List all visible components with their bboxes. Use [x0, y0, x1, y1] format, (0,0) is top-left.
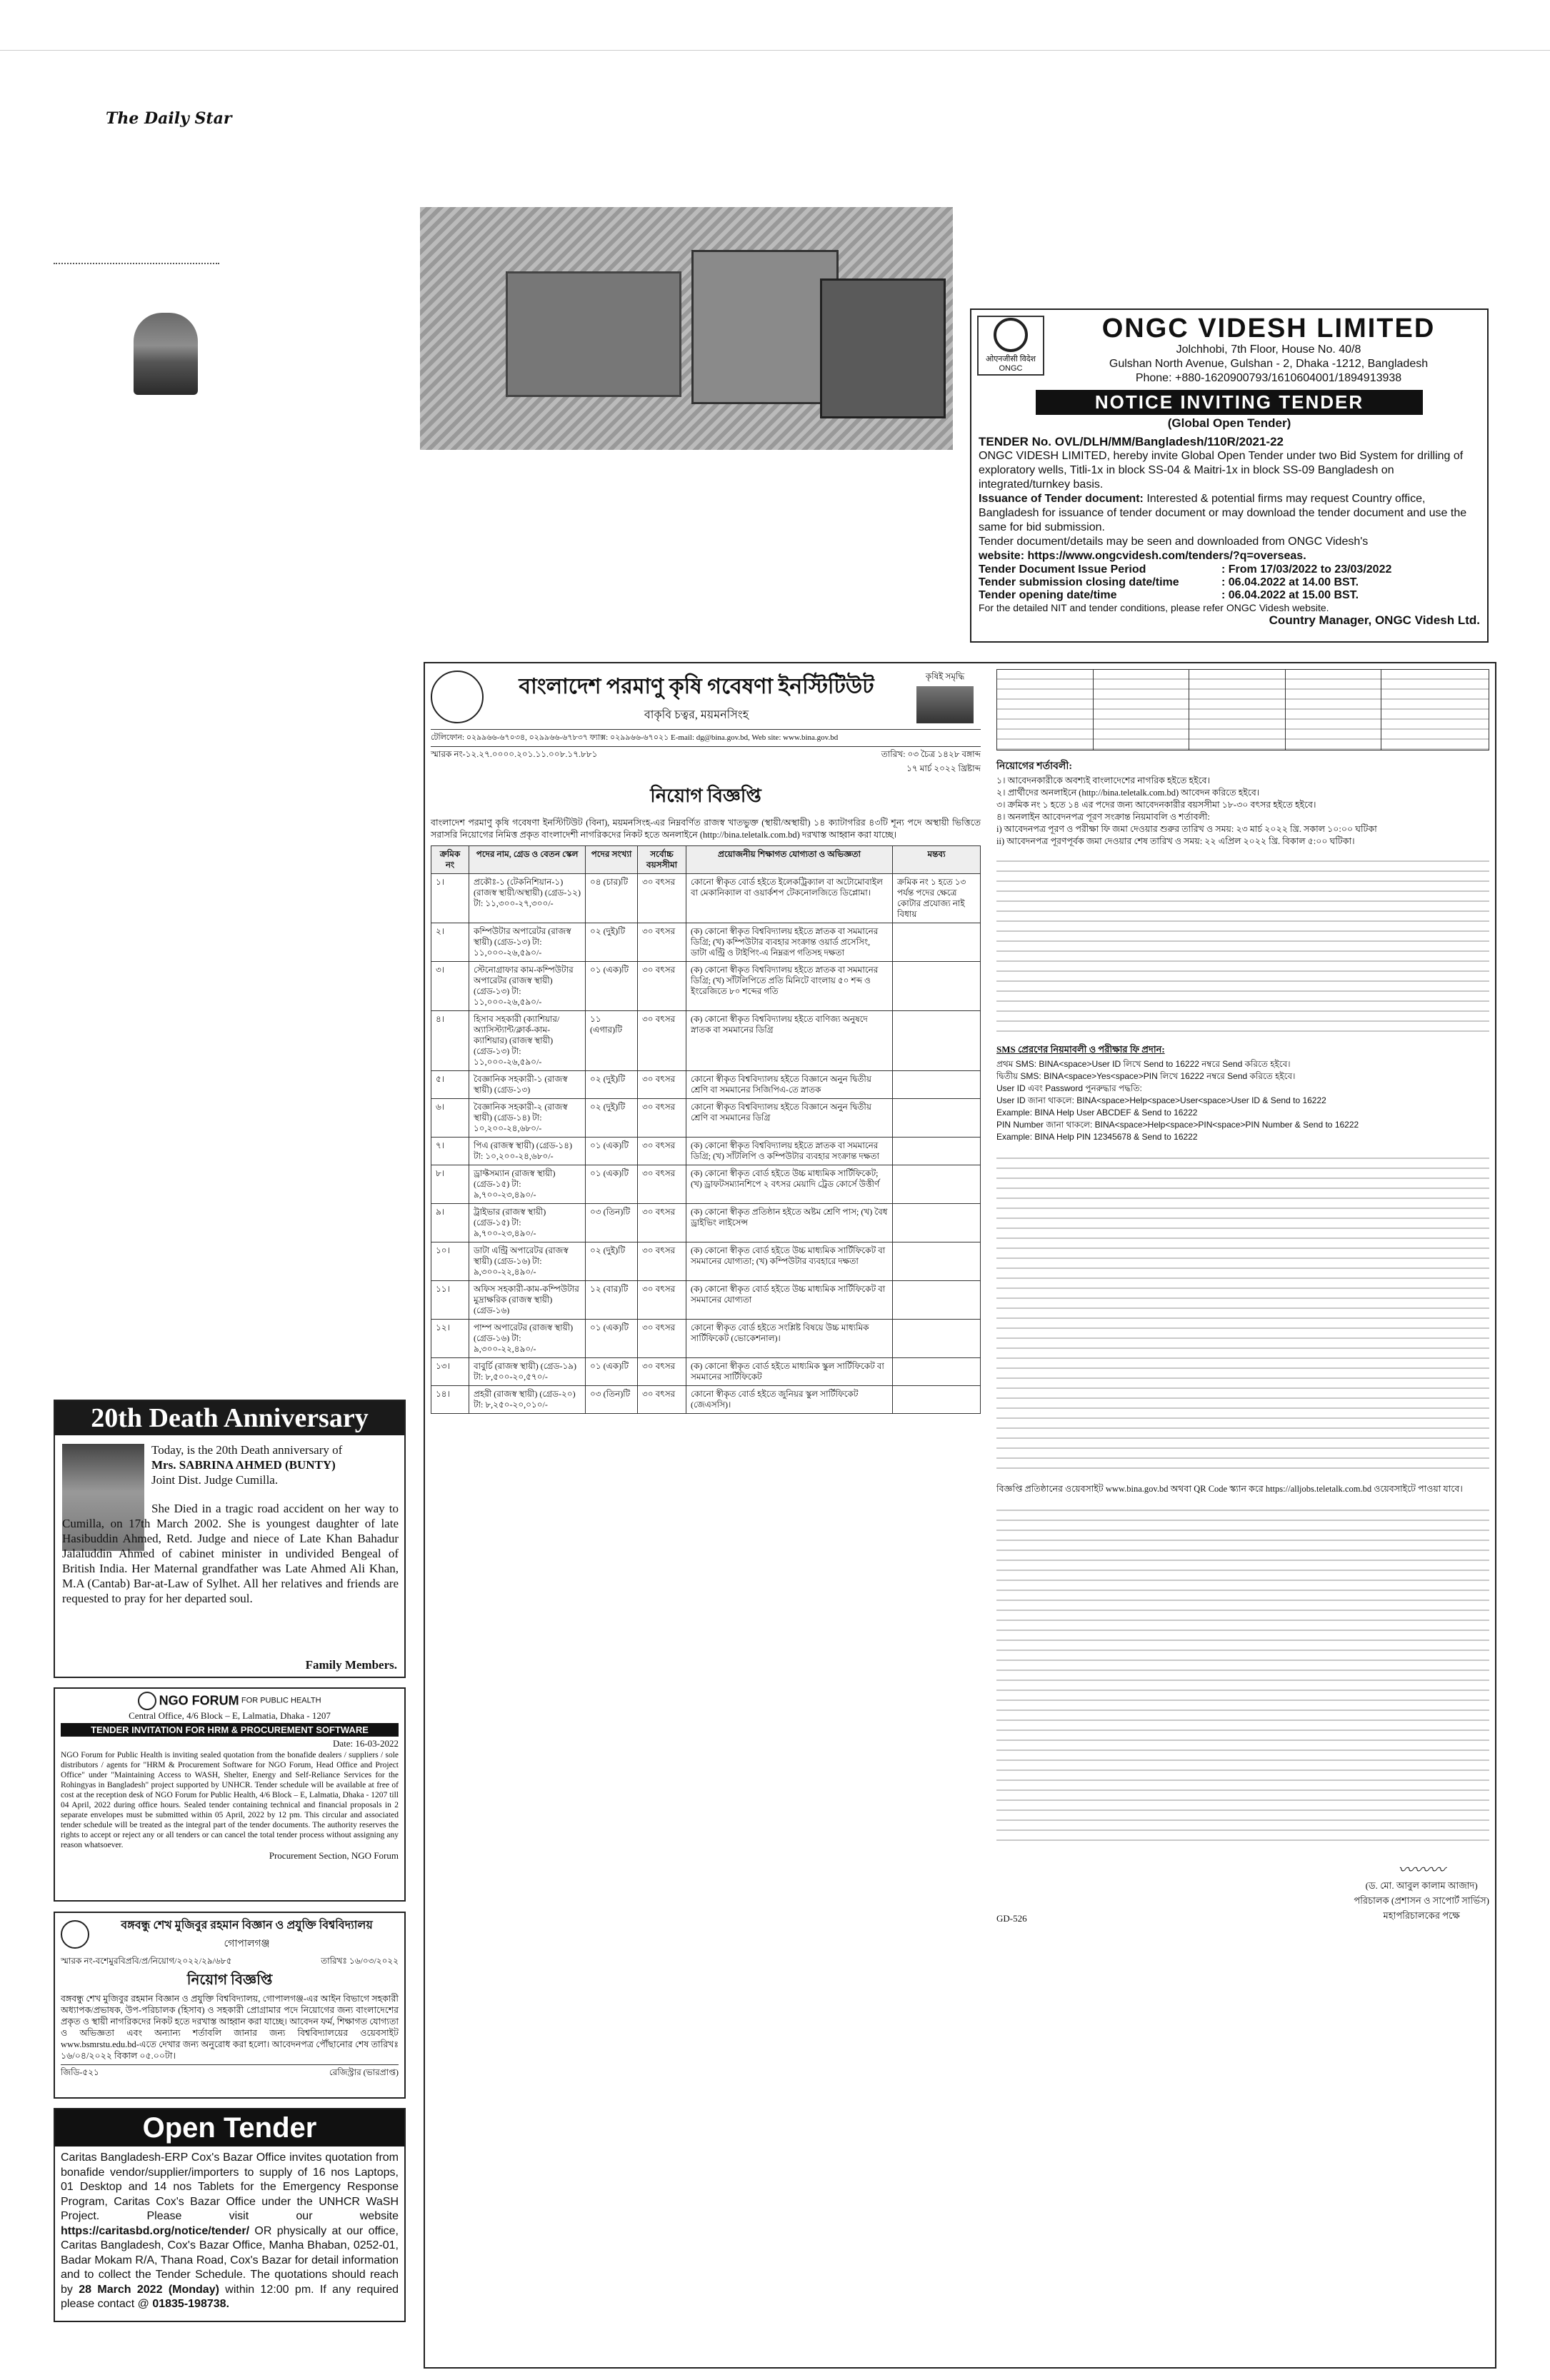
open-tender-notice [54, 2108, 406, 2322]
bsmrstu-logo-icon [61, 1920, 89, 1949]
bina-post-name: পাম্প অপারেটর (রাজস্ব স্থায়ী) (গ্রেড-১৬) টা: ৯,৩০০-২২,৪৯০/- [469, 1320, 586, 1358]
ongc-footnote: For the detailed NIT and tender conditions, please refer ONGC Videsh website. [979, 602, 1329, 613]
bina-post-row [431, 1281, 981, 1320]
bina-post-sl: ১২। [431, 1320, 469, 1358]
bina-post-count: ০৪ (চার)টি [586, 874, 638, 923]
bina-post-age: ৩০ বৎসর [638, 1099, 686, 1138]
ongc-row-label: Tender submission closing date/time [979, 576, 1179, 588]
bina-sign-title: পরিচালক (প্রশাসন ও সাপোর্ট সার্ভিস) [1354, 1895, 1489, 1906]
bsmrstu-memo: স্মারক নং-বশেমুরবিপ্রবি/প্র/নিয়োগ/২০২২/২৯/৬৮৫ [61, 1956, 232, 1966]
bina-post-name: ড্রাফ্টসম্যান (রাজস্ব স্থায়ী) (গ্রেড-১৫) টা: ৯,৭০০-২৩,৪৯০/- [469, 1165, 586, 1204]
bina-post-note [893, 1165, 981, 1204]
bina-post-name: অফিস সহকারী-কাম-কম্পিউটার মুদ্রাক্ষরিক (রাজস্ব স্থায়ী) (গ্রেড-১৬) [469, 1281, 586, 1320]
bsmrstu-body: বঙ্গবন্ধু শেখ মুজিবুর রহমান বিজ্ঞান ও প্রযুক্তি বিশ্ববিদ্যালয়, গোপালগঞ্জ-এর আইন বিভাগে সহকারী অধ্যাপক/প্রভাষক, উপ-পরিচালক (হিসাব) ও সহকারী প্রোগ্রামার পদে নিয়োগের জন্য বাংলাদেশের প্রকৃত ও স্থায়ী নাগরিকদের নিকট হতে দরখাস্ত আহ্বান করা যাচ্ছে। আবেদন ফর্ম, শিক্ষাগত যোগ্যতা ও অভিজ্ঞতা এবং অন্যান্য শর্তাবলি জানার জন্য বিশ্ববিদ্যালয়ের ওয়েবসাইট www.bsmrstu.edu.bd-এতে দেখার জন্য অনুরোধ করা হলো। আবেদনপত্র পৌঁছানোর শেষ তারিখঃ ১৬/০৪/২০২২ বিকাল ০৫.০০টা। [61, 1994, 399, 2061]
bina-post-age: ৩০ বৎসর [638, 1281, 686, 1320]
bina-post-sl: ৮। [431, 1165, 469, 1204]
bina-term-item: ৩। ক্রমিক নং ১ হতে ১৪ এর পদের জন্য আবেদনকারীর বয়সসীমা ১৮-৩০ বৎসর হইতে হইবে। [996, 800, 1316, 810]
bina-post-age: ৩০ বৎসর [638, 1138, 686, 1165]
bina-post-note [893, 1071, 981, 1099]
bina-post-age: ৩০ বৎসর [638, 1242, 686, 1281]
bina-post-count: ০১ (এক)টি [586, 1165, 638, 1204]
bina-post-qual: (ক) কোনো স্বীকৃত বিশ্ববিদ্যালয় হইতে স্নাতক বা সমমানের ডিগ্রি; (খ) কম্পিউটার ব্যবহার সংক্রান্ত ওয়ার্ড প্রসেসিং, ডাটা এন্ট্রি ও টাইপিং-এ নিম্নরূপ গতিসহ দক্ষতা [686, 923, 893, 962]
ongc-row [979, 576, 1391, 589]
bina-post-count: ০৩ (তিন)টি [586, 1386, 638, 1414]
bina-heading: নিয়োগ বিজ্ঞপ্তি [650, 785, 761, 806]
ongc-row-label: Tender opening date/time [979, 589, 1117, 601]
bina-motto: কৃষিই সমৃদ্ধি [925, 671, 965, 681]
bina-post-row [431, 1099, 981, 1138]
bina-post-name: ট্রাইভার (রাজস্ব স্থায়ী) (গ্রেড-১৫) টা: ৯,৭০০-২৩,৪৯০/- [469, 1204, 586, 1242]
bina-post-sl: ৭। [431, 1138, 469, 1165]
bina-sms-heading: SMS প্রেরণের নিয়মাবলী ও পরীক্ষার ফি প্রদান: [996, 1044, 1165, 1055]
bina-address: বাকৃবি চত্বর, ময়মনসিংহ [644, 709, 749, 721]
ongc-subtitle: (Global Open Tender) [1167, 416, 1291, 430]
anniversary-body: She Died in a tragic road accident on her way to Cumilla, on 17th March 2002. She is youngest daughter of late Hasibuddin Ahmed, Retd. Judge and niece of Late Khan Bahadur Jalaluddin Ahmed of cabinet minister in undivided Bengeal of British India. Her Maternal grandfather was Late Ahmed Ali Khan, M.A (Cantab) Bar-at-Law of Sylhet. All her relatives and friends are requested to pray for her departed soul. [62, 1502, 399, 1605]
open-tender-url[interactable]: https://caritasbd.org/notice/tender/ [61, 2224, 250, 2237]
bina-post-age: ৩০ বৎসর [638, 1358, 686, 1386]
ongc-dates-table [979, 563, 1391, 602]
bina-post-row [431, 923, 981, 962]
ngo-logo-sub: FOR PUBLIC HEALTH [241, 1696, 321, 1705]
bina-post-count: ০১ (এক)টি [586, 962, 638, 1011]
bina-post-count: ১২ (বার)টি [586, 1281, 638, 1320]
open-tender-body-a: Caritas Bangladesh-ERP Cox's Bazar Office invites quotation from bonafide vendor/supplier/importers to supply of 16 nos Laptops, 01 Desktop and 14 nos Tablets for the Emergency Response Program, Caritas Cox's Bazar Office under the UNHCR WaSH Project. Please visit our website [61, 2151, 399, 2222]
bina-post-qual: কোনো স্বীকৃত বিশ্ববিদ্যালয় হইতে বিজ্ঞানে অনুন দ্বিতীয় শ্রেণি বা সমমানের ডিগ্রি [686, 1099, 893, 1138]
bina-term-item: ১। আবেদনকারীকে অবশ্যই বাংলাদেশের নাগরিক হইতে হইবে। [996, 775, 1211, 785]
bina-post-qual: কোনো স্বীকৃত বিশ্ববিদ্যালয় হইতে বিজ্ঞানে অনুন দ্বিতীয় শ্রেণি বা সমমানের সিজিপিএ-তে স্নাতক [686, 1071, 893, 1099]
bsmrstu-heading: নিয়োগ বিজ্ঞপ্তি [186, 1972, 273, 1988]
bina-table-header [431, 846, 981, 874]
bina-post-note [893, 1358, 981, 1386]
bina-date-en: ১৭ মার্চ ২০২২ খ্রিষ্টাব্দ [906, 763, 981, 773]
bina-post-note [893, 923, 981, 962]
bina-post-count: ০২ (দুই)টি [586, 1099, 638, 1138]
col-qualification: প্রয়োজনীয় শিক্ষাগত যোগ্যতা ও অভিজ্ঞতা [686, 846, 893, 874]
bina-date-label: তারিখ: [881, 749, 906, 759]
bina-intro: বাংলাদেশ পরমাণু কৃষি গবেষণা ইনস্টিটিউট (বিনা), ময়মনসিংহ-এর নিম্নবর্ণিত রাজস্ব খাতভুক্ত (স্থায়ী/অস্থায়ী) ১৪ ক্যাটাগরির ৪৩টি শূন্য পদে অস্থায়ী ভিত্তিতে সরাসরি নিয়োগের নিমিত্ত প্রকৃত বাংলাদেশী নাগরিকদের নিকট হতে অনলাইনে (http://bina.teletalk.com.bd) দরখাস্ত আহ্বান করা যাচ্ছে। [431, 818, 981, 840]
dotted-rule [54, 263, 219, 264]
ngo-logo-name: NGO FORUM [159, 1693, 239, 1708]
bina-post-name: বাবুর্চি (রাজস্ব স্থায়ী) (গ্রেড-১৯) টা: ৮,৫০০-২০,৫৭০/- [469, 1358, 586, 1386]
bina-post-age: ৩০ বৎসর [638, 1320, 686, 1358]
bina-post-qual: (ক) কোনো স্বীকৃত বোর্ড হইতে উচ্চ মাধ্যমিক সার্টিফিকেট বা সমমানের যোগ্যতা [686, 1281, 893, 1320]
bina-quota-cell [997, 670, 1094, 750]
bina-post-row [431, 874, 981, 923]
bina-post-note [893, 1281, 981, 1320]
bina-instructions-block [996, 1149, 1489, 1477]
ongc-title: ONGC VIDESH LIMITED [1101, 313, 1436, 343]
bina-post-note [893, 1011, 981, 1071]
bsmrstu-code: জিডি-৫২১ [61, 2067, 99, 2077]
bina-post-count: ০১ (এক)টি [586, 1320, 638, 1358]
ongc-issuance-label: Issuance of Tender document: [979, 493, 1144, 505]
bina-post-count: ০২ (দুই)টি [586, 1071, 638, 1099]
bina-post-qual: কোনো স্বীকৃত বোর্ড হইতে ইলেকট্রিক্যাল বা অটোমোবাইল বা মেকানিক্যাল বা ওয়ার্কশপ টেকনোলজিতে ডিপ্লোমা। [686, 874, 893, 923]
bina-post-row [431, 1138, 981, 1165]
locomotive-photo [420, 207, 953, 450]
open-tender-phone: 01835-198738. [152, 2298, 229, 2310]
open-tender-body-b: OR physically at our office, Caritas Bangladesh, Cox's Bazar Office, Manha Bhaban, 0252-01, Badar Mokam R/A, Thana Road, Cox's Bazar for detail information and to collect the Tender Schedule. The quotations should reach by [61, 2224, 399, 2296]
ongc-website-link[interactable]: website: https://www.ongcvidesh.com/tenders/?q=overseas. [979, 550, 1306, 562]
bina-post-note [893, 1204, 981, 1242]
ongc-row-value: : 06.04.2022 at 14.00 BST. [1221, 576, 1359, 588]
masthead-logo: The Daily Star [106, 109, 232, 128]
bina-sms-line: User ID জানা থাকলে: BINA<space>Help<space>User<space>User ID & Send to 16222 [996, 1095, 1326, 1105]
bina-post-count: ০১ (এক)টি [586, 1358, 638, 1386]
bina-post-row [431, 962, 981, 1011]
portrait-photo [134, 313, 198, 395]
bina-post-sl: ১। [431, 874, 469, 923]
bina-terms-heading: নিয়োগের শর্তাবলী: [996, 761, 1073, 772]
ongc-row-label: Tender Document Issue Period [979, 563, 1146, 576]
bina-post-age: ৩০ বৎসর [638, 962, 686, 1011]
open-tender-body-c: within 12:00 pm. If any required please contact @ [61, 2283, 399, 2310]
bina-post-name: পিএ (রাজস্ব স্থায়ী) (গ্রেড-১৪) টা: ১০,২০০-২৪,৬৮০/- [469, 1138, 586, 1165]
col-note: মন্তব্য [893, 846, 981, 874]
bina-post-qual: (ক) কোনো স্বীকৃত বিশ্ববিদ্যালয় হইতে বাণিজ্য অনুষদে স্নাতক বা সমমানের ডিগ্রি [686, 1011, 893, 1071]
ongc-tender-no: TENDER No. OVL/DLH/MM/Bangladesh/110R/2021-22 [979, 435, 1284, 448]
bina-post-sl: ৪। [431, 1011, 469, 1071]
anniversary-heading: 20th Death Anniversary [55, 1401, 404, 1435]
ongc-row [979, 563, 1391, 576]
bina-post-sl: ১১। [431, 1281, 469, 1320]
bina-post-qual: কোনো স্বীকৃত বোর্ড হইতে সংশ্লিষ্ট বিষয়ে উচ্চ মাধ্যমিক সার্টিফিকেট (ভোকেশনাল)। [686, 1320, 893, 1358]
ngo-address: Central Office, 4/6 Block – E, Lalmatia, Dhaka - 1207 [129, 1710, 331, 1721]
bina-post-sl: ১০। [431, 1242, 469, 1281]
bina-post-name: হিসাব সহকারী (ক্যাশিয়ার/অ্যাসিস্ট্যান্ট/ক্লার্ক-কাম-ক্যাশিয়ার) (রাজস্ব স্থায়ী) (গ্রেড-১৩) টা: ১১,০০০-২৬,৫৯০/- [469, 1011, 586, 1071]
bina-post-name: স্টেনোগ্রাফার কাম-কম্পিউটার অপারেটর (রাজস্ব স্থায়ী) (গ্রেড-১৩) টা: ১১,০০০-২৬,৫৯০/- [469, 962, 586, 1011]
ongc-row-value: : From 17/03/2022 to 23/03/2022 [1221, 563, 1392, 576]
bina-post-row [431, 1071, 981, 1099]
ongc-download-text: Tender document/details may be seen and downloaded from ONGC Videsh's [979, 536, 1369, 548]
bina-post-qual: (ক) কোনো স্বীকৃত প্রতিষ্ঠান হইতে অষ্টম শ্রেণি পাস; (খ) বৈধ ড্রাইভিং লাইসেন্স [686, 1204, 893, 1242]
bina-post-age: ৩০ বৎসর [638, 1071, 686, 1099]
bina-post-count: ০১ (এক)টি [586, 1138, 638, 1165]
bina-post-name: কম্পিউটার অপারেটর (রাজস্ব স্থায়ী) (গ্রেড-১৩) টা: ১১,০০০-২৬,৫৯০/- [469, 923, 586, 962]
bina-post-row [431, 1165, 981, 1204]
ongc-address-1: Jolchhobi, 7th Floor, House No. 40/8 [1176, 343, 1361, 356]
locomotive-center [691, 250, 839, 404]
ongc-tender-notice [970, 308, 1489, 643]
ngo-logo-icon [138, 1692, 156, 1710]
bina-post-count: ০২ (দুই)টি [586, 1242, 638, 1281]
bina-term-item: ii) আবেদনপত্র পূরণপূর্বক জমা দেওয়ার শেষ তারিখ ও সময়: ২২ এপ্রিল ২০২২ খ্রি. বিকাল ৫:০০ ঘটিকা। [996, 836, 1355, 846]
locomotive-left [506, 271, 681, 397]
open-tender-deadline: 28 March 2022 (Monday) [79, 2283, 219, 2296]
bina-post-row [431, 1320, 981, 1358]
bina-post-sl: ১৪। [431, 1386, 469, 1414]
bina-post-qual: (ক) কোনো স্বীকৃত বিশ্ববিদ্যালয় হইতে স্নাতক বা সমমানের ডিগ্রি; (খ) সাঁটলিপিতে প্রতি মিনিটে বাংলায় ৫০ শব্দ ও ইংরেজিতে ৮০ শব্দের গতি [686, 962, 893, 1011]
bina-post-qual: (ক) কোনো স্বীকৃত বোর্ড হইতে উচ্চ মাধ্যমিক সার্টিফিকেট; (খ) ড্রাফটসম্যানশিপে ২ বৎসর মেয়াদি ট্রেড কোর্সে উত্তীর্ণ [686, 1165, 893, 1204]
bsmrstu-title: বঙ্গবন্ধু শেখ মুজিবুর রহমান বিজ্ঞান ও প্রযুক্তি বিশ্ববিদ্যালয় [121, 1919, 373, 1932]
bina-term-item: ৪। অনলাইন আবেদনপত্র পূরণ সংক্রান্ত নিয়মাবলি ও শর্তাবলী: [996, 812, 1210, 822]
open-tender-heading: Open Tender [55, 2109, 404, 2146]
bina-logo-icon [431, 671, 484, 723]
bina-post-name: বৈজ্ঞানিক সহকারী-১ (রাজস্ব স্থায়ী) (গ্রেড-১৩) [469, 1071, 586, 1099]
bina-quota-table [996, 669, 1489, 750]
ongc-sign: Country Manager, ONGC Videsh Ltd. [1269, 613, 1480, 627]
ongc-address-2: Gulshan North Avenue, Gulshan - 2, Dhaka -1212, Bangladesh [1109, 358, 1429, 370]
signature-mark: 〰〰〰 [1398, 1861, 1446, 1879]
bina-post-qual: (ক) কোনো স্বীকৃত বিশ্ববিদ্যালয় হইতে স্নাতক বা সমমানের ডিগ্রি; (খ) সাঁটলিপি ও কম্পিউটার ব্যবহার সংক্রান্ত দক্ষতা [686, 1138, 893, 1165]
bina-post-age: ৩০ বৎসর [638, 1011, 686, 1071]
bina-post-row [431, 1011, 981, 1071]
ongc-logo-icon [994, 318, 1028, 352]
ongc-logo [977, 316, 1044, 376]
bina-post-name: প্রকৌঃ-১ (টেকনিশিয়ান-১) (রাজস্ব স্থায়ী/অস্থায়ী) (গ্রেড-১২) টা: ১১,৩০০-২৭,৩০০/- [469, 874, 586, 923]
bina-post-note [893, 1242, 981, 1281]
bina-sms-line: প্রথম SMS: BINA<space>User ID লিখে Send to 16222 নম্বরে Send করিতে হইবে। [996, 1059, 1291, 1069]
ongc-body: ONGC VIDESH LIMITED, hereby invite Global Open Tender under two Bid System for drilling of exploratory wells, Titli-1x in block SS-04 & Maitri-1x in block SS-09 Bangladesh on integrated/turnkey basis. [979, 450, 1464, 491]
bina-sms-line: দ্বিতীয় SMS: BINA<space>Yes<space>PIN লিখে 16222 নম্বরে Send করিতে হইবে। [996, 1071, 1296, 1081]
locomotive-right [820, 278, 946, 418]
bina-title: বাংলাদেশ পরমাণু কৃষি গবেষণা ইনস্টিটিউট [519, 675, 874, 698]
ongc-banner: NOTICE INVITING TENDER [1036, 390, 1423, 415]
bina-sms-line: User ID এবং Password পুনরুদ্ধার পদ্ধতি: [996, 1083, 1142, 1093]
bina-quota-note [1381, 670, 1489, 750]
anniversary-line1: Today, is the 20th Death anniversary of [151, 1443, 343, 1457]
bina-post-row [431, 1386, 981, 1414]
bina-post-sl: ৫। [431, 1071, 469, 1099]
bina-contact: টেলিফোন: ০২৯৯৬৬-৬৭০৩৪, ০২৯৯৬৬-৬৭৮৩৭ ফ্যাক্স: ০২৯৯৬৬-৬৭০২১ E-mail: dg@bina.gov.bd, Web site: www.bina.gov.bd [431, 729, 981, 747]
page-top-rule [0, 50, 1550, 51]
bina-post-row [431, 1242, 981, 1281]
col-age: সর্বোচ্চ বয়সসীমা [638, 846, 686, 874]
bina-post-age: ৩০ বৎসর [638, 874, 686, 923]
bina-portrait-emblem [916, 686, 974, 723]
bina-sign-for: মহাপরিচালকের পক্ষে [1383, 1910, 1460, 1921]
bina-quota-cell [1189, 670, 1286, 750]
bina-post-note [893, 1386, 981, 1414]
bina-sms-line: Example: BINA Help User ABCDEF & Send to 16222 [996, 1108, 1198, 1118]
bsmrstu-notice [54, 1912, 406, 2099]
bina-post-note [893, 1138, 981, 1165]
bina-quota-cell [1286, 670, 1382, 750]
death-anniversary-notice [54, 1400, 406, 1678]
bina-term-item: ২। প্রার্থীদের অনলাইনে (http://bina.teletalk.com.bd) আবেদন করিতে হইবে। [996, 788, 1260, 798]
bina-sign-name: (ড. মো. আবুল কালাম আজাদ) [1365, 1880, 1478, 1891]
bina-sms-line: PIN Number জানা থাকলে: BINA<space>Help<space>PIN<space>PIN Number & Send to 16222 [996, 1120, 1359, 1130]
bina-terms-text-block [996, 852, 1489, 1038]
bina-post-count: ০২ (দুই)টি [586, 923, 638, 962]
ngo-date: Date: 16-03-2022 [332, 1738, 399, 1749]
bina-post-count: ০৩ (তিন)টি [586, 1204, 638, 1242]
bina-post-qual: (ক) কোনো স্বীকৃত বোর্ড হইতে উচ্চ মাধ্যমিক সার্টিফিকেট বা সমমানের যোগ্যতা; (খ) কম্পিউটার ব্যবহারে দক্ষতা [686, 1242, 893, 1281]
bina-post-sl: ২। [431, 923, 469, 962]
bina-post-sl: ৯। [431, 1204, 469, 1242]
bsmrstu-subtitle: গোপালগঞ্জ [224, 1939, 270, 1949]
bina-post-note [893, 1320, 981, 1358]
bina-website-note: বিজ্ঞপ্তি প্রতিষ্ঠানের ওয়েবসাইট www.bina.gov.bd অথবা QR Code স্ক্যান করে https://alljobs.teletalk.com.bd ওয়েবসাইটে পাওয়া যাবে। [996, 1484, 1463, 1494]
bina-date-bn: ০৩ চৈত্র ১৪২৮ বঙ্গাব্দ [907, 749, 981, 759]
bina-post-qual: (ক) কোনো স্বীকৃত বোর্ড হইতে মাধ্যমিক স্কুল সার্টিফিকেট বা সমমানের সার্টিফিকেট [686, 1358, 893, 1386]
ngo-forum-notice [54, 1687, 406, 1902]
bina-code: GD-526 [996, 1913, 1027, 1924]
ngo-signoff: Procurement Section, NGO Forum [269, 1849, 399, 1861]
ngo-body: NGO Forum for Public Health is inviting sealed quotation from the bonafide dealers / suppliers / sole distributors / agents for "HRM & Procurement Software for NGO Forum, Head Office and Project Office" under "Maintaining Access to WASH, Shelter, Energy and Self-Reliance Services for the Rohingyas in Bangladesh" project supported by UNHCR. Tender schedule will be available at free of cost at the reception desk of NGO Forum for Public Health, 4/6 Block – E, Lalmatia, Dhaka - 1207 till 04 April, 2022 during office hours. Sealed tender containing technical and financial proposals in 2 separate envelopes must be submitted within 05 April, 2022 by 12 pm. This circular and associated tender schedule will be treated as the integral part of the tender documents. The authority reserves the rights to accept or reject any or all tenders or can cancel the total tender process without assigning any reason whatsoever. [61, 1750, 399, 1849]
bina-post-sl: ৬। [431, 1099, 469, 1138]
bina-recruitment-notice [424, 662, 1496, 2369]
ongc-row [979, 589, 1391, 602]
bsmrstu-date: তারিখঃ ১৬/০৩/২০২২ [321, 1956, 399, 1966]
bsmrstu-sign: রেজিস্ট্রার (ভারপ্রাপ্ত) [329, 2067, 399, 2077]
bina-sms-line: Example: BINA Help PIN 12345678 & Send to 16222 [996, 1132, 1198, 1142]
bina-post-name: বৈজ্ঞানিক সহকারী-২ (রাজস্ব স্থায়ী) (গ্রেড-১৪) টা: ১০,২০০-২৪,৬৮০/- [469, 1099, 586, 1138]
bina-post-age: ৩০ বৎসর [638, 923, 686, 962]
bina-posts-table [431, 845, 981, 1414]
ngo-title: TENDER INVITATION FOR HRM & PROCUREMENT SOFTWARE [61, 1723, 399, 1737]
bina-post-sl: ৩। [431, 962, 469, 1011]
bina-post-sl: ১৩। [431, 1358, 469, 1386]
ongc-logo-caption: ओएनजीसी विदेश ONGC [985, 354, 1036, 373]
bina-post-note [893, 962, 981, 1011]
bina-post-qual: কোনো স্বীকৃত বোর্ড হইতে জুনিয়র স্কুল সার্টিফিকেট (জেএসসি)। [686, 1386, 893, 1414]
bina-term-item: i) আবেদনপত্র পূরণ ও পরীক্ষা ফি জমা দেওয়ার শুরুর তারিখ ও সময়: ২৩ মার্চ ২০২২ খ্রি. সকাল ১০:০০ ঘটিকা [996, 824, 1377, 834]
ongc-phone: Phone: +880-1620900793/1610604001/1894913938 [1135, 372, 1402, 384]
bina-general-terms-block [996, 1501, 1489, 1844]
bina-post-name: প্রহরী (রাজস্ব স্থায়ী) (গ্রেড-২০) টা: ৮,২৫০-২০,০১০/- [469, 1386, 586, 1414]
anniversary-signoff: Family Members. [305, 1658, 397, 1672]
col-sl: ক্রমিক নং [431, 846, 469, 874]
bina-post-name: ডাটা এন্ট্রি অপারেটর (রাজস্ব স্থায়ী) (গ্রেড-১৬) টা: ৯,৩০০-২২,৪৯০/- [469, 1242, 586, 1281]
bina-post-age: ৩০ বৎসর [638, 1204, 686, 1242]
anniversary-name: Mrs. SABRINA AHMED (BUNTY) [151, 1458, 336, 1472]
bina-quota-cell [1094, 670, 1190, 750]
bina-post-note [893, 1099, 981, 1138]
col-post: পদের নাম, গ্রেড ও বেতন স্কেল [469, 846, 586, 874]
bina-post-row [431, 1204, 981, 1242]
ongc-issuance-body: Interested & potential firms may request Country office, Bangladesh for issuance of tender document or may download the tender document and use the same for bid submission. [979, 493, 1467, 533]
bina-post-row [431, 1358, 981, 1386]
col-count: পদের সংখ্যা [586, 846, 638, 874]
bina-post-age: ৩০ বৎসর [638, 1165, 686, 1204]
bina-post-count: ১১ (এগার)টি [586, 1011, 638, 1071]
bina-post-note: ক্রমিক নং ১ হতে ১৩ পর্যন্ত পদের ক্ষেত্রে কোটার প্রযোজ্য নাই বিধায় [893, 874, 981, 923]
bina-memo: স্মারক নং-১২.২৭.০০০০.২০১.১১.০০৮.১৭.৮৮১ [431, 749, 598, 759]
anniversary-role: Joint Dist. Judge Cumilla. [151, 1473, 279, 1487]
bina-post-age: ৩০ বৎসর [638, 1386, 686, 1414]
ongc-row-value: : 06.04.2022 at 15.00 BST. [1221, 589, 1359, 601]
